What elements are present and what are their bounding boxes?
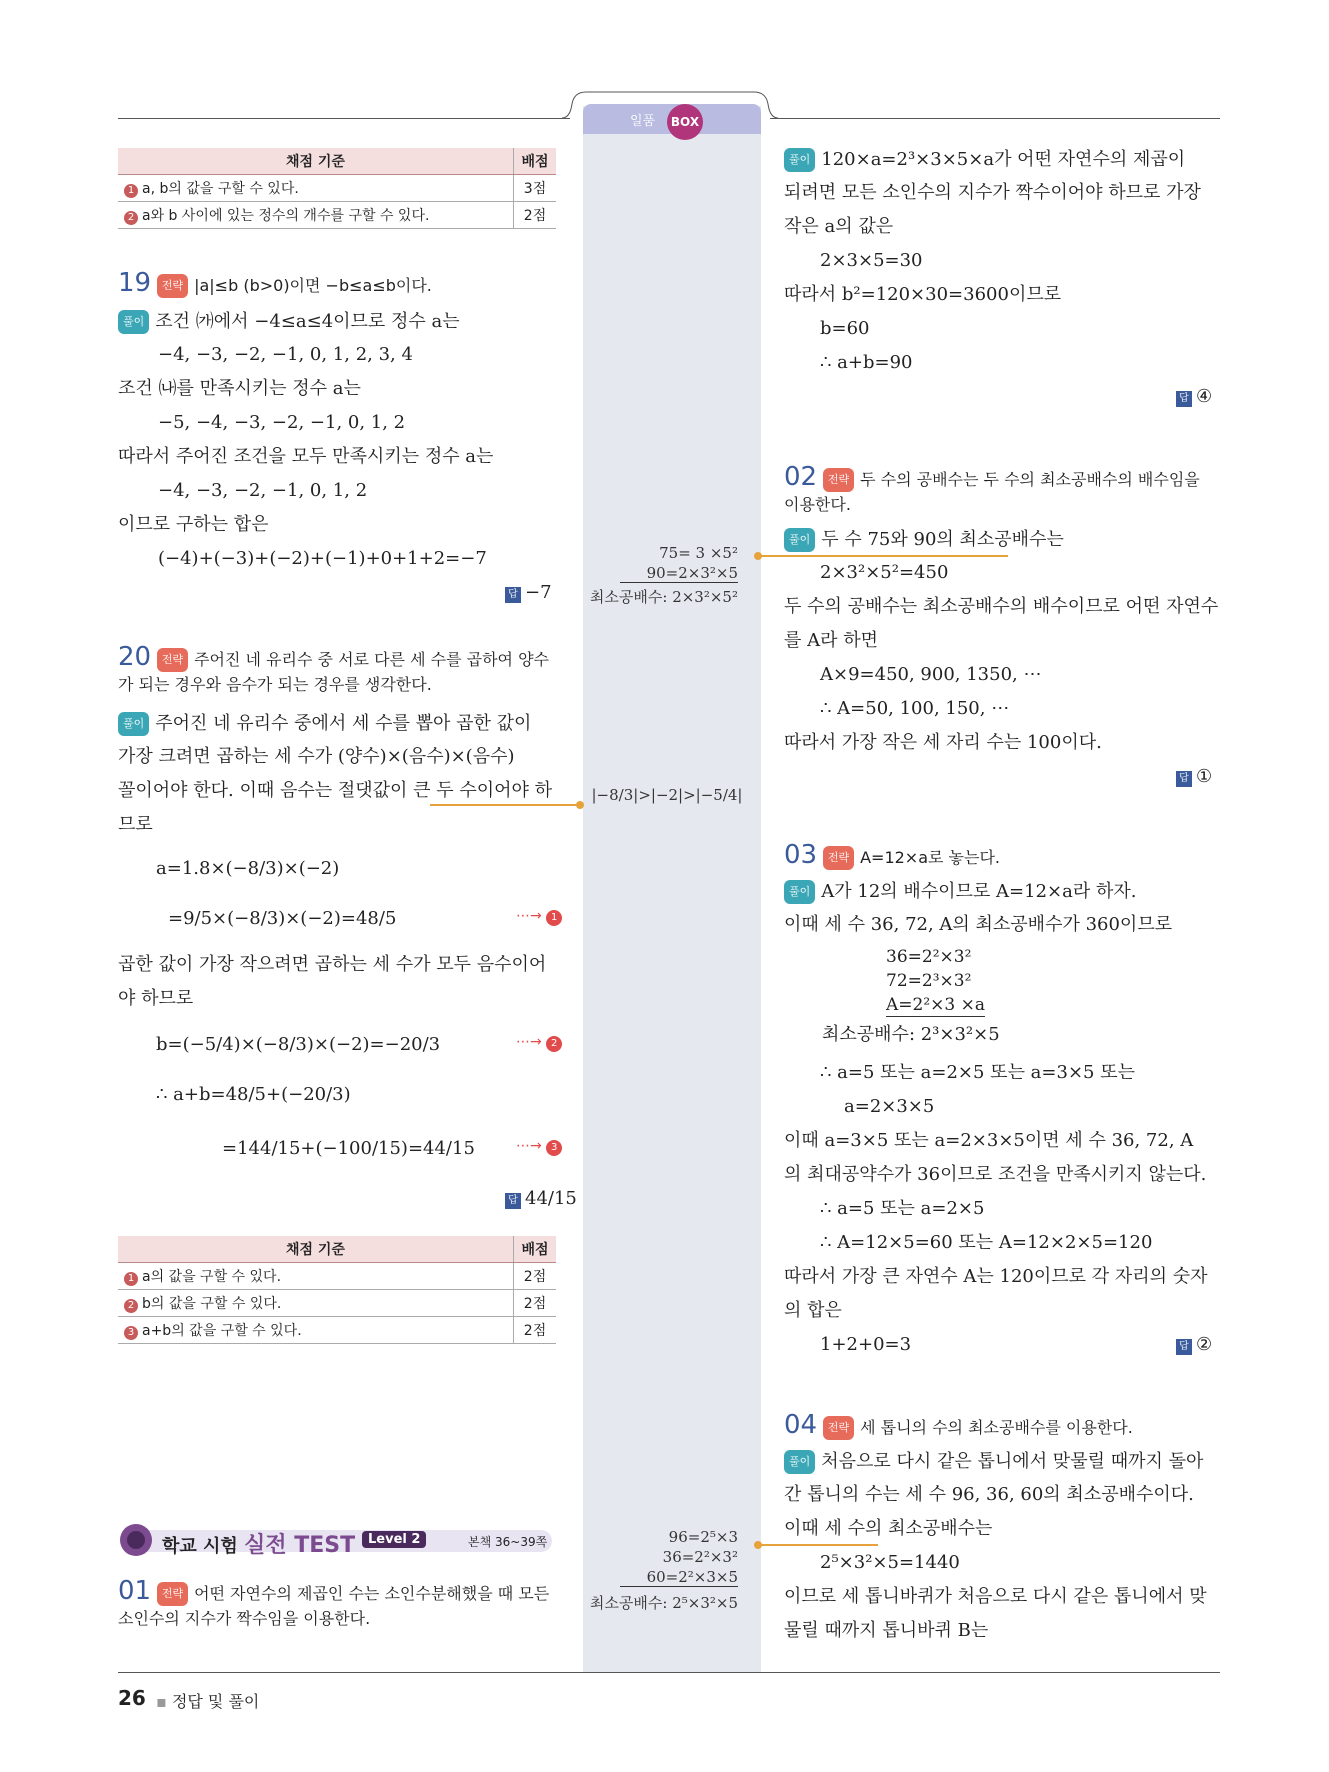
- marker-badge: 2: [546, 1036, 562, 1052]
- box-note-3-line-1: 96=2⁵×3: [668, 1528, 738, 1546]
- solution-line: 이때 세 수의 최소공배수는: [784, 1518, 993, 1539]
- box-column: [583, 106, 761, 1672]
- box-note-1-line-3: 최소공배수: 2×3²×5²: [589, 588, 738, 606]
- marker-badge: 2: [124, 211, 138, 225]
- criteria-text: a, b의 값을 구할 수 있다.: [142, 181, 299, 197]
- level-badge: Level 2: [362, 1531, 426, 1548]
- connector-04: [758, 1544, 878, 1546]
- answer-icon: 답: [1176, 391, 1192, 407]
- solution-line: A×9=450, 900, 1350, ⋯: [820, 664, 1042, 685]
- solution-line: 이때 세 수 36, 72, A의 최소공배수가 360이므로: [784, 914, 1173, 935]
- answer-icon: 답: [1176, 771, 1192, 787]
- solution-line: 간 톱니의 수는 세 수 96, 36, 60의 최소공배수이다.: [784, 1484, 1194, 1505]
- box-note-3-line-2: 36=2²×3²: [662, 1548, 738, 1566]
- strategy-text-2: 가 되는 경우와 음수가 되는 경우를 생각한다.: [118, 675, 432, 694]
- text: 주어진 네 유리수 중에서 세 수를 뽑아 곱한 값이: [155, 713, 532, 734]
- solution-tag: 풀이: [784, 1450, 815, 1474]
- strategy-tag: 전략: [157, 1582, 188, 1606]
- solution-line: [118, 310, 460, 334]
- criteria-text: b의 값을 구할 수 있다.: [142, 1296, 282, 1312]
- level-title: [162, 1528, 355, 1559]
- table-row: [118, 1290, 556, 1317]
- strategy-tag: 전략: [157, 648, 188, 672]
- marker-3: ⋯→ 3: [516, 1138, 562, 1156]
- points: 2점: [514, 202, 557, 229]
- connector-20: [430, 804, 580, 806]
- scoring-table-1: [118, 148, 556, 229]
- solution-tag: 풀이: [784, 528, 815, 552]
- connector-dot: [576, 801, 584, 809]
- strategy-text: |a|≤b (b>0)이면 −b≤a≤b이다.: [194, 276, 432, 295]
- solution-line: 2×3²×5²=450: [820, 562, 949, 583]
- problem-01-head: [118, 1576, 550, 1606]
- answer-icon: 답: [505, 1193, 521, 1209]
- solution-line: 두 수의 공배수는 최소공배수의 배수이므로 어떤 자연수: [784, 596, 1219, 617]
- equation: ∴ a+b=48/5+(−20/3): [156, 1084, 351, 1105]
- solution-line: 가장 크려면 곱하는 세 수가 (양수)×(음수)×(음수): [118, 746, 515, 767]
- criteria-text: a+b의 값을 구할 수 있다.: [142, 1323, 302, 1339]
- box-note-3-line-4: 최소공배수: 2⁵×3²×5: [589, 1594, 738, 1612]
- solution-line: 이므로 세 톱니바퀴가 처음으로 다시 같은 톱니에서 맞: [784, 1586, 1207, 1607]
- points: 2점: [514, 1317, 557, 1344]
- solution-line: a=2×3×5: [844, 1096, 935, 1117]
- points: 2점: [514, 1263, 557, 1290]
- strategy-tag: 전략: [823, 1416, 854, 1440]
- problem-number: 19: [118, 268, 152, 298]
- equation: b=(−5/4)×(−8/3)×(−2)=−20/3: [156, 1034, 441, 1055]
- points: 2점: [514, 1290, 557, 1317]
- text: A가 12의 배수이므로 A=12×a라 하자.: [821, 881, 1137, 902]
- top-rule-left: [118, 118, 570, 119]
- strategy-text: 어떤 자연수의 제곱인 수는 소인수분해했을 때 모든: [194, 1584, 550, 1603]
- solution-line: 곱한 값이 가장 작으려면 곱하는 세 수가 모두 음수이어: [118, 954, 547, 975]
- table-row: [118, 1317, 556, 1344]
- solution-line: 따라서 가장 작은 세 자리 수는 100이다.: [784, 732, 1102, 753]
- scoring-table-2: [118, 1236, 556, 1344]
- solution-line: 물릴 때까지 톱니바퀴 B는: [784, 1620, 989, 1641]
- box-badge: BOX: [667, 104, 703, 140]
- solution-tag: 풀이: [784, 148, 815, 172]
- solution-line: 최소공배수: 2³×3²×5: [822, 1024, 1000, 1045]
- solution-line: 의 최대공약수가 36이므로 조건을 만족시키지 않는다.: [784, 1164, 1207, 1185]
- problem-19-head: [118, 268, 432, 298]
- solution-line: 야 하므로: [118, 988, 194, 1009]
- solution-line: 따라서 b²=120×30=3600이므로: [784, 284, 1062, 305]
- table2-header-criteria: 채점 기준: [118, 1236, 514, 1263]
- answer-icon: 답: [505, 587, 521, 603]
- marker-1: ⋯→ 1: [516, 908, 562, 926]
- connector-02: [758, 555, 1008, 557]
- answer: [1176, 1334, 1212, 1355]
- solution-line: A=2²×3 ×a: [886, 995, 985, 1015]
- answer: [1176, 386, 1212, 407]
- marker-badge: 2: [124, 1299, 138, 1313]
- solution-line: 이때 a=3×5 또는 a=2×3×5이면 세 수 36, 72, A: [784, 1130, 1194, 1151]
- solution-line: 작은 a의 값은: [784, 216, 894, 237]
- solution-line: 를 A라 하면: [784, 630, 878, 651]
- marker-2: ⋯→ 2: [516, 1034, 562, 1052]
- solution-line: ∴ A=12×5=60 또는 A=12×2×5=120: [820, 1232, 1153, 1253]
- solution-line: 72=2³×3²: [886, 971, 972, 991]
- table1-header-criteria: 채점 기준: [118, 148, 514, 175]
- strategy-text: 두 수의 공배수는 두 수의 최소공배수의 배수임을: [860, 470, 1200, 489]
- top-rule-right: [770, 118, 1220, 119]
- marker-badge: 3: [124, 1326, 138, 1340]
- strategy-tag: 전략: [157, 274, 188, 298]
- solution-line: 므로: [118, 814, 153, 835]
- answer-value: ④: [1196, 386, 1213, 407]
- strategy-tag: 전략: [823, 846, 854, 870]
- solution-line: 36=2²×3²: [886, 947, 972, 967]
- marker-badge: 1: [124, 1272, 138, 1286]
- solution-line: [784, 148, 1185, 172]
- answer-value: −7: [525, 582, 552, 603]
- solution-line: ∴ a=5 또는 a=2×5: [820, 1198, 985, 1219]
- text: 두 수 75와 90의 최소공배수는: [821, 529, 1064, 550]
- problem-number: 03: [784, 840, 818, 870]
- level-title-1: 학교 시험: [162, 1536, 245, 1557]
- solution-line: [118, 712, 531, 736]
- solution-line: 되려면 모든 소인수의 지수가 짝수이어야 하므로 가장: [784, 182, 1201, 203]
- box-note-2: |−8/3|>|−2|>|−5/4|: [591, 786, 743, 804]
- solution-line: 조건 ㈏를 만족시키는 정수 a는: [118, 378, 361, 399]
- solution-line: ∴ a=5 또는 a=2×5 또는 a=3×5 또는: [820, 1062, 1135, 1083]
- answer: [505, 1188, 577, 1209]
- criteria-text: a의 값을 구할 수 있다.: [142, 1269, 282, 1285]
- answer-value: ①: [1196, 766, 1213, 787]
- table2-header-points: 배점: [514, 1236, 557, 1263]
- marker-badge: 1: [124, 184, 138, 198]
- solution-line: 의 합은: [784, 1300, 842, 1321]
- solution-line: [784, 528, 1064, 552]
- equation: =144/15+(−100/15)=44/15: [222, 1138, 475, 1159]
- strategy-text-2: 소인수의 지수가 짝수임을 이용한다.: [118, 1609, 371, 1628]
- solution-line: −4, −3, −2, −1, 0, 1, 2: [158, 480, 368, 501]
- box-note-1-line-1: 75= 3 ×5²: [659, 544, 738, 562]
- solution-line: −5, −4, −3, −2, −1, 0, 1, 2: [158, 412, 406, 433]
- text: 조건 ㈎에서 −4≤a≤4이므로 정수 a는: [155, 311, 460, 332]
- text: 120×a=2³×3×5×a가 어떤 자연수의 제곱이: [821, 149, 1186, 170]
- answer-value: ②: [1196, 1334, 1213, 1355]
- answer: [505, 582, 552, 603]
- table1-header-points: 배점: [514, 148, 557, 175]
- solution-line: ∴ a+b=90: [820, 352, 913, 373]
- table-row: [118, 175, 556, 202]
- strategy-text: 세 톱니의 수의 최소공배수를 이용한다.: [860, 1418, 1133, 1437]
- solution-line: 꼴이어야 한다. 이때 음수는 절댓값이 큰 두 수이어야 하: [118, 780, 553, 801]
- solution-line: [784, 880, 1136, 904]
- strategy-text: A=12×a로 놓는다.: [860, 848, 1001, 867]
- bottom-rule: [118, 1672, 1220, 1673]
- answer-value: 44/15: [525, 1188, 577, 1209]
- solution-line: b=60: [820, 318, 870, 339]
- solution-line: 따라서 주어진 조건을 모두 만족시키는 정수 a는: [118, 446, 494, 467]
- solution-line: 이므로 구하는 합은: [118, 514, 269, 535]
- level-ref: 본책 36~39쪽: [468, 1535, 548, 1549]
- problem-number: 02: [784, 462, 818, 492]
- strategy-text-2: 이용한다.: [784, 495, 851, 514]
- solution-line: ∴ A=50, 100, 150, ⋯: [820, 698, 1010, 719]
- problem-03-head: [784, 840, 1001, 870]
- solution-line: (−4)+(−3)+(−2)+(−1)+0+1+2=−7: [158, 548, 487, 569]
- box-label: 일품: [630, 114, 656, 129]
- level-banner: [118, 1522, 558, 1558]
- marker-badge: 3: [546, 1140, 562, 1156]
- solution-line: 2⁵×3²×5=1440: [820, 1552, 960, 1573]
- text: 처음으로 다시 같은 톱니에서 맞물릴 때까지 돌아: [821, 1451, 1204, 1472]
- solution-tag: 풀이: [118, 310, 149, 334]
- problem-number: 01: [118, 1576, 152, 1606]
- solution-line: 따라서 가장 큰 자연수 A는 120이므로 각 자리의 숫자: [784, 1266, 1208, 1287]
- marker-badge: 1: [546, 910, 562, 926]
- solution-tag: 풀이: [784, 880, 815, 904]
- solution-line: 1+2+0=3: [820, 1334, 912, 1355]
- connector-dot: [754, 552, 762, 560]
- strategy-tag: 전략: [823, 468, 854, 492]
- footer-label: 정답 및 풀이: [171, 1692, 260, 1711]
- level-title-2: 실전 TEST: [244, 1533, 356, 1558]
- footer-text: ▪ 정답 및 풀이: [156, 1692, 260, 1711]
- table-row: [118, 202, 556, 229]
- equation: a=1.8×(−8/3)×(−2): [156, 858, 340, 879]
- page-number: 26: [118, 1686, 146, 1710]
- equation: =9/5×(−8/3)×(−2)=48/5: [168, 908, 397, 929]
- box-note-3-line-3: 60=2²×3×5: [620, 1568, 738, 1587]
- table-row: [118, 1263, 556, 1290]
- solution-line: −4, −3, −2, −1, 0, 1, 2, 3, 4: [158, 344, 413, 365]
- points: 3점: [514, 175, 557, 202]
- answer: [1176, 766, 1212, 787]
- problem-20-head: [118, 642, 549, 672]
- solution-line: [784, 1450, 1203, 1474]
- strategy-text: 주어진 네 유리수 중 서로 다른 세 수를 곱하여 양수: [194, 650, 549, 669]
- criteria-text: a와 b 사이에 있는 정수의 개수를 구할 수 있다.: [142, 208, 430, 224]
- answer-icon: 답: [1176, 1339, 1192, 1355]
- solution-tag: 풀이: [118, 712, 149, 736]
- connector-dot: [754, 1541, 762, 1549]
- problem-02-head: [784, 462, 1200, 492]
- problem-number: 20: [118, 642, 152, 672]
- solution-line: 2×3×5=30: [820, 250, 923, 271]
- box-note-1-line-2: 90=2×3²×5: [620, 564, 738, 583]
- problem-number: 04: [784, 1410, 818, 1440]
- problem-04-head: [784, 1410, 1133, 1440]
